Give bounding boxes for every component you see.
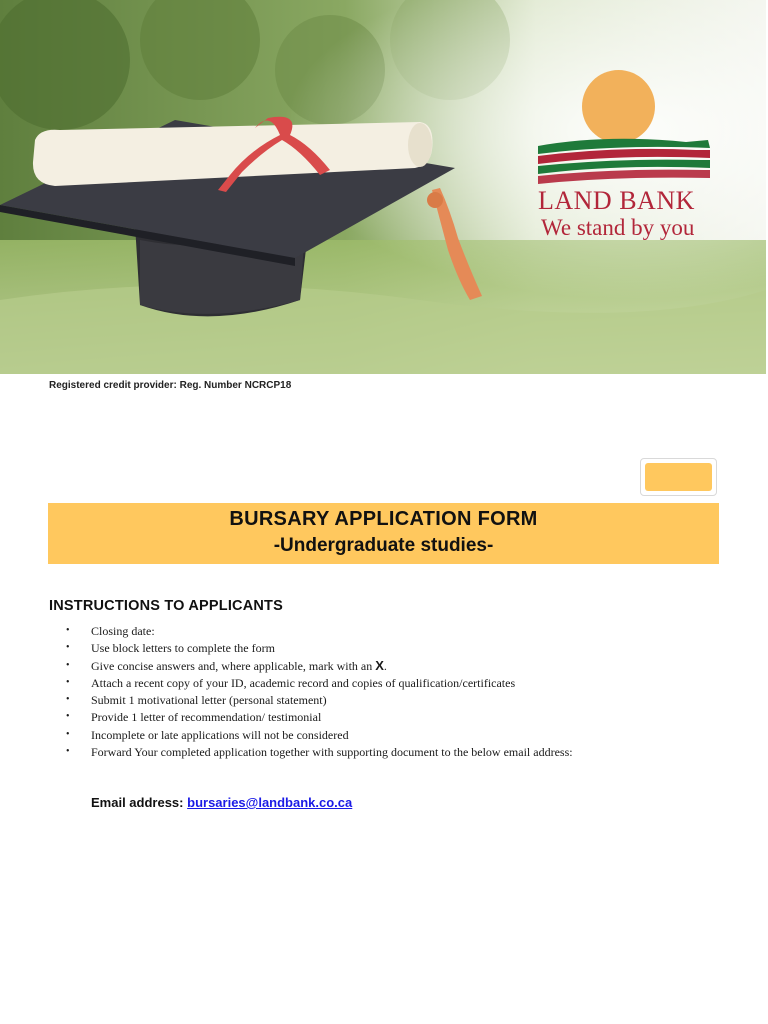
instruction-text: Incomplete or late applications will not be considered xyxy=(91,727,349,742)
instruction-text: Provide 1 letter of recommendation/ testimonial xyxy=(91,710,322,725)
instructions-heading: INSTRUCTIONS TO APPLICANTS xyxy=(49,598,283,614)
instruction-text: Submit 1 motivational letter (personal statement) xyxy=(91,693,327,708)
list-item xyxy=(66,676,586,690)
form-subtitle: -Undergraduate studies- xyxy=(273,535,494,556)
list-item xyxy=(66,641,586,655)
list-item xyxy=(66,728,586,742)
list-item xyxy=(66,693,586,707)
land-bank-logo xyxy=(536,70,716,250)
list-item xyxy=(66,624,586,638)
instruction-text: Attach a recent copy of your ID, academic record and copies of qualification/certificates xyxy=(91,675,516,690)
instruction-text: Closing date: xyxy=(91,624,155,638)
logo-stripes-icon xyxy=(536,136,716,186)
email-link[interactable]: bursaries@landbank.co.ca xyxy=(187,795,353,810)
email-label: Email address: xyxy=(91,795,184,810)
sun-icon xyxy=(582,70,655,143)
mark-suffix: . xyxy=(383,658,387,673)
list-item xyxy=(66,659,586,673)
form-title-banner xyxy=(48,503,719,564)
instruction-text: Give concise answers and, where applicable, mark with an xyxy=(91,658,373,673)
form-title: BURSARY APPLICATION FORM xyxy=(229,508,538,530)
instruction-text: Use block letters to complete the form xyxy=(91,641,275,656)
reference-box-fill xyxy=(645,463,712,491)
logo-tagline: We stand by you xyxy=(541,215,695,240)
bullet-icon: • xyxy=(66,625,70,636)
bullet-icon: • xyxy=(66,676,70,688)
logo-name: LAND BANK xyxy=(538,186,695,215)
reference-box xyxy=(640,458,717,496)
bullet-icon: • xyxy=(66,642,70,654)
instructions-list xyxy=(66,624,586,762)
instruction-text: Forward Your completed application together with supporting document to the below email address: xyxy=(91,745,573,760)
bullet-icon: • xyxy=(66,711,70,723)
bullet-icon: • xyxy=(66,746,70,758)
registration-note: Registered credit provider: Reg. Number NCRCP18 xyxy=(49,380,292,391)
list-item xyxy=(66,745,586,759)
email-line xyxy=(91,795,352,810)
bullet-icon: • xyxy=(66,659,70,671)
bullet-icon: • xyxy=(66,728,70,740)
list-item xyxy=(66,710,586,724)
header-photo xyxy=(0,0,766,374)
mark-symbol: X xyxy=(375,657,384,673)
bullet-icon: • xyxy=(66,694,70,706)
